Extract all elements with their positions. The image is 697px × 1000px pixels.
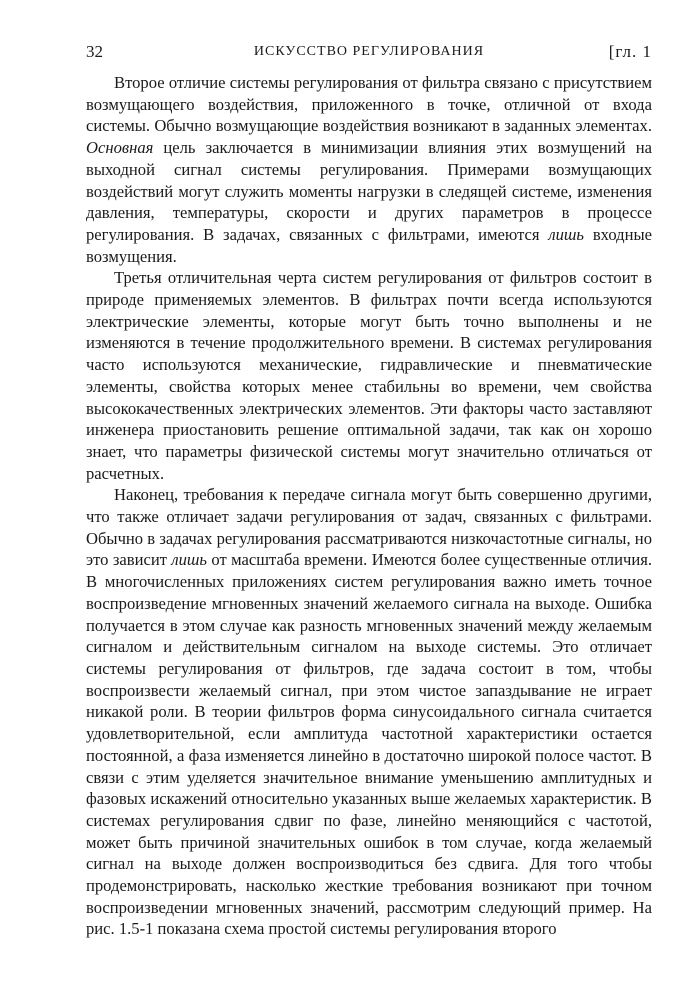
paragraph-3 [86,484,652,940]
text-segment: цель заключается в минимизации влияния этих возмущений на выходной сигнал системы регулирования. Примерами возмущающих воздействий могут служить моменты нагрузки в следящей системе, изменения давления, температуры, скорости и других параметров в процессе регулирования. В задачах, связанных с фильтрами, имеются [86,138,652,244]
paragraph-2 [86,267,652,484]
page-number: 32 [86,42,103,61]
text-segment: от масштаба времени. Имеются более существенные отличия. В многочисленных приложениях систем регулирования важно иметь точное воспроизведение мгновенных значений желаемого сигнала на выходе. Ошибка получается в этом случае как разность мгновенных значений между желаемым сигналом и действительным сигналом на выходе системы. Это отличает системы регулирования от фильтров, где задача состоит в том, чтобы воспроизвести желаемый сигнал, при этом чистое запаздывание не играет никакой роли. В теории фильтров форма синусоидального сигнала считается удовлетворительной, если амплитуда частотной характеристики остается постоянной, а фаза изменяется линейно в достаточно широкой полосе частот. В связи с этим уделяется значительное внимание уменьшению амплитудных и фазовых искажений относительно указанных выше желаемых характеристик. В системах регулирования сдвиг по фазе, линейно меняющийся с частотой, может быть причиной значительных ошибок в том случае, когда желаемый сигнал на выходе должен воспроизводиться без сдвига. Для того чтобы продемонстрировать, насколько жесткие требования возникают при точном воспроизведении мгновенных значений, рассмотрим следующий пример. На рис. 1.5-1 показана схема простой системы регулирования второго [86,550,652,939]
text-segment: Наконец, требования к передаче сигнала могут быть совершенно другими, что также отличает задачи регулирования от задач, связанных с фильтрами. Обычно в задачах регулирования рассматриваются низкочастотные сигналы, но это зависит [86,485,652,570]
chapter-reference: [гл. 1 [608,42,652,61]
running-title: ИСКУССТВО РЕГУЛИРОВАНИЯ [253,44,485,59]
book-page [86,40,652,940]
text-segment: входные возмущения. [86,224,652,266]
text-segment: Третья отличительная черта систем регулирования от фильтров состоит в природе применяемых элементов. В фильтрах почти всегда используются электрические элементы, которые могут быть точно выполнены и не изменяются в течение продолжительного времени. В системах регулирования часто используются механические, гидравлические и пневматические элементы, свойства которых менее стабильны во времени, чем свойства высококачественных электрических элементов. Эти факторы часто заставляют инженера приостановить решение оптимальной задачи, так как он хорошо знает, что параметры физической системы могут значительно отличаться от расчетных. [86,268,652,483]
paragraph-1 [86,72,652,267]
emphasis-text: лишь [548,224,584,244]
emphasis-text: лишь [171,550,207,570]
body-text [86,72,652,940]
emphasis-text: Основная [86,138,154,158]
page-header [86,40,652,64]
text-segment: Второе отличие системы регулирования от фильтра связано с присутствием возмущающего воздействия, приложенного в точке, отличной от входа системы. Обычно возмущающие воздействия возникают в заданных элементах. [86,73,652,136]
